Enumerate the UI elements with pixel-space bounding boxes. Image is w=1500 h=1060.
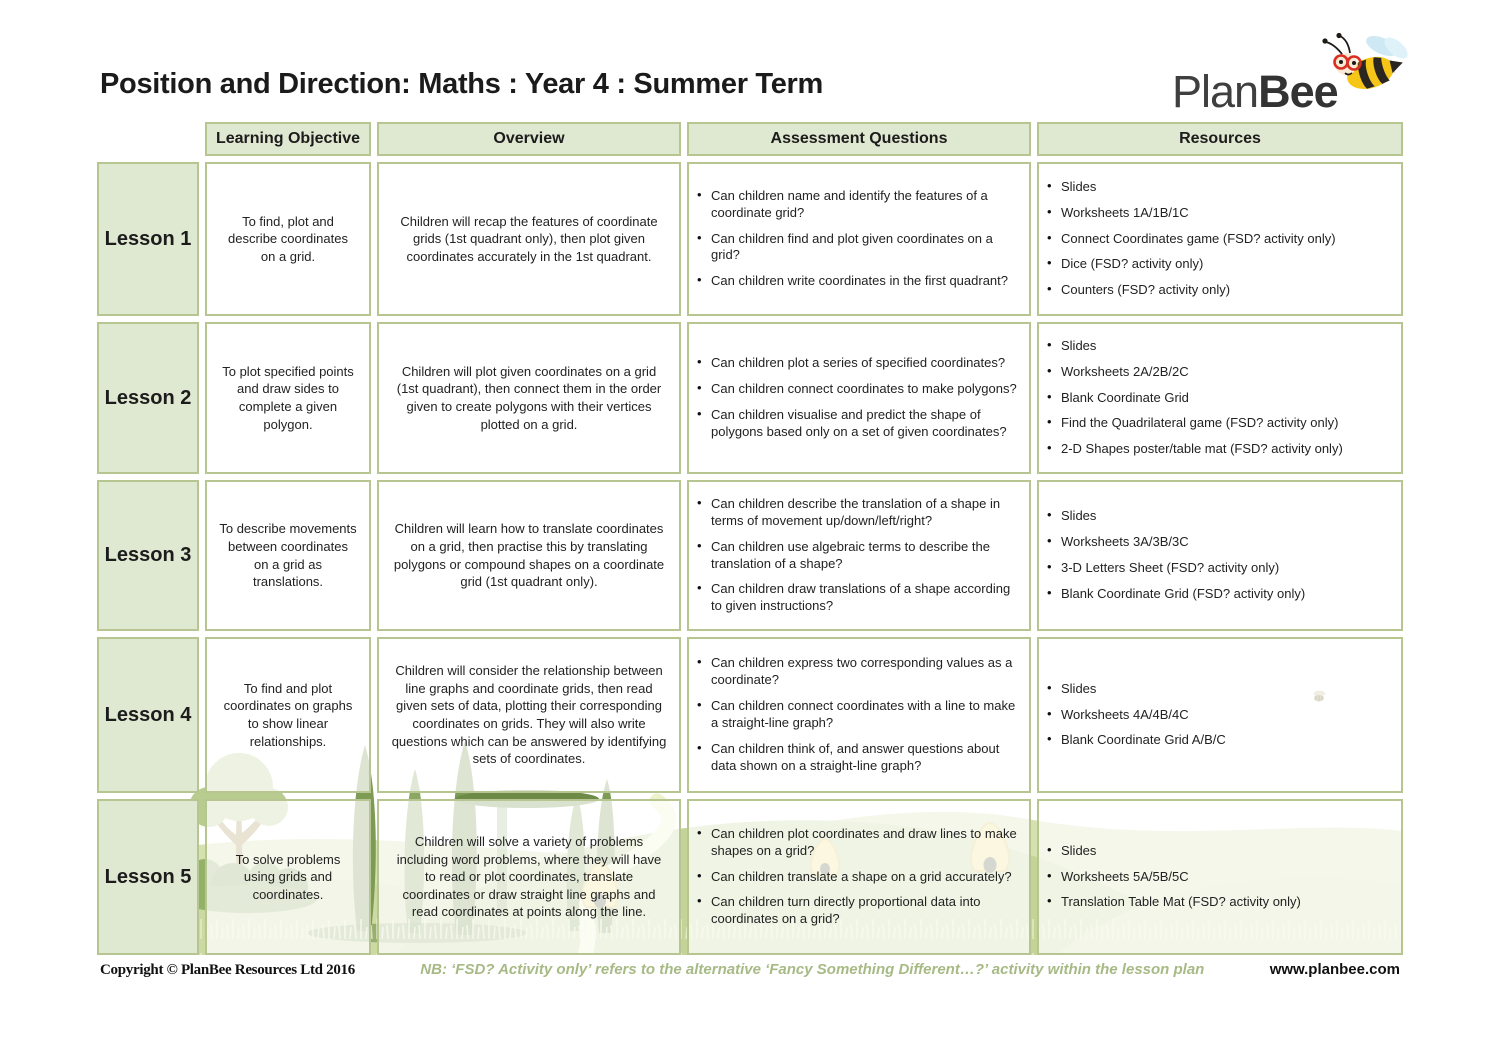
copyright-text: Copyright © PlanBee Resources Ltd 2016 bbox=[100, 962, 355, 978]
assessment-question: • Can children think of, and answer questions about data shown on a straight-line graph? bbox=[697, 741, 1019, 775]
lesson-3-objective: To describe movements between coordinates on a grid as translations. bbox=[205, 480, 371, 631]
lesson-5-overview: Children will solve a variety of problems including word problems, where they will have to read or plot coordinates, translate coordinates or draw straight line graphs and read coordinates at points along the line. bbox=[377, 799, 681, 955]
resource-item: • Slides bbox=[1047, 508, 1305, 525]
column-header-learning-objective: Learning Objective bbox=[205, 122, 371, 156]
assessment-question: • Can children connect coordinates with a line to make a straight-line graph? bbox=[697, 698, 1019, 732]
resource-item: • Worksheets 3A/3B/3C bbox=[1047, 534, 1305, 551]
resource-item: • Blank Coordinate Grid bbox=[1047, 390, 1343, 407]
assessment-question: • Can children turn directly proportional data into coordinates on a grid? bbox=[697, 894, 1019, 928]
lesson-1-overview: Children will recap the features of coordinate grids (1st quadrant only), then plot given coordinates accurately in the 1st quadrant. bbox=[377, 162, 681, 316]
lesson-4-label: Lesson 4 bbox=[97, 637, 199, 793]
resource-item: • Worksheets 1A/1B/1C bbox=[1047, 205, 1336, 222]
resource-item: • Worksheets 4A/4B/4C bbox=[1047, 707, 1226, 724]
corner-spacer bbox=[97, 122, 199, 156]
assessment-question: • Can children describe the translation of a shape in terms of movement up/down/left/right? bbox=[697, 496, 1019, 530]
lesson-1-resources bbox=[1037, 162, 1403, 316]
assessment-question: • Can children translate a shape on a grid accurately? bbox=[697, 869, 1019, 886]
lesson-4-assessment bbox=[687, 637, 1031, 793]
resource-item: • Translation Table Mat (FSD? activity only) bbox=[1047, 894, 1301, 911]
lesson-4-overview: Children will consider the relationship between line graphs and coordinate grids, then read given sets of data, plotting their corresponding coordinates on grids. They will also write questions which can be answered by identifying sets of coordinates. bbox=[377, 637, 681, 793]
resource-item: • Worksheets 2A/2B/2C bbox=[1047, 364, 1343, 381]
lesson-1-objective: To find, plot and describe coordinates on a grid. bbox=[205, 162, 371, 316]
resource-item: • Worksheets 5A/5B/5C bbox=[1047, 869, 1301, 886]
lesson-2-resources bbox=[1037, 322, 1403, 474]
lesson-2-label: Lesson 2 bbox=[97, 322, 199, 474]
lesson-1-label: Lesson 1 bbox=[97, 162, 199, 316]
column-header-overview: Overview bbox=[377, 122, 681, 156]
lesson-2-objective: To plot specified points and draw sides to complete a given polygon. bbox=[205, 322, 371, 474]
assessment-question: • Can children write coordinates in the first quadrant? bbox=[697, 273, 1019, 290]
resource-item: • Slides bbox=[1047, 338, 1343, 355]
lesson-5-resources bbox=[1037, 799, 1403, 955]
resource-item: • 3-D Letters Sheet (FSD? activity only) bbox=[1047, 560, 1305, 577]
website-url: www.planbee.com bbox=[1269, 961, 1400, 978]
resource-item: • Slides bbox=[1047, 843, 1301, 860]
lesson-plan-table bbox=[97, 122, 1403, 955]
assessment-question: • Can children name and identify the features of a coordinate grid? bbox=[697, 188, 1019, 222]
lesson-3-label: Lesson 3 bbox=[97, 480, 199, 631]
lesson-3-assessment bbox=[687, 480, 1031, 631]
planbee-logo bbox=[1172, 34, 1404, 118]
resource-item: • Blank Coordinate Grid A/B/C bbox=[1047, 732, 1226, 749]
lesson-2-assessment bbox=[687, 322, 1031, 474]
column-header-resources: Resources bbox=[1037, 122, 1403, 156]
resource-item: • Slides bbox=[1047, 681, 1226, 698]
resource-item: • 2-D Shapes poster/table mat (FSD? activity only) bbox=[1047, 441, 1343, 458]
lesson-4-resources bbox=[1037, 637, 1403, 793]
fsd-note-text: NB: ‘FSD? Activity only’ refers to the alternative ‘Fancy Something Different…?’ activity within the lesson plan bbox=[420, 961, 1205, 978]
assessment-question: • Can children connect coordinates to make polygons? bbox=[697, 381, 1019, 398]
lesson-3-overview: Children will learn how to translate coordinates on a grid, then practise this by translating polygons or compound shapes on a coordinate grid (1st quadrant only). bbox=[377, 480, 681, 631]
resource-item: • Counters (FSD? activity only) bbox=[1047, 282, 1336, 299]
lesson-5-label: Lesson 5 bbox=[97, 799, 199, 955]
lesson-3-resources bbox=[1037, 480, 1403, 631]
lesson-2-overview: Children will plot given coordinates on a grid (1st quadrant), then connect them in the order given to create polygons with their vertices plotted on a grid. bbox=[377, 322, 681, 474]
bee-mascot-icon bbox=[1312, 32, 1408, 94]
lesson-grid bbox=[97, 122, 1403, 955]
resource-item: • Blank Coordinate Grid (FSD? activity only) bbox=[1047, 586, 1305, 603]
lesson-4-objective: To find and plot coordinates on graphs to show linear relationships. bbox=[205, 637, 371, 793]
assessment-question: • Can children draw translations of a shape according to given instructions? bbox=[697, 581, 1019, 615]
lesson-5-assessment bbox=[687, 799, 1031, 955]
logo-bee-text: Bee bbox=[1258, 66, 1338, 117]
logo-plan-text: Plan bbox=[1172, 66, 1259, 117]
lesson-5-objective: To solve problems using grids and coordinates. bbox=[205, 799, 371, 955]
page-title: Position and Direction: Maths : Year 4 : Summer Term bbox=[100, 68, 823, 100]
assessment-question: • Can children visualise and predict the shape of polygons based only on a set of given coordinates? bbox=[697, 407, 1019, 441]
resource-item: • Slides bbox=[1047, 179, 1336, 196]
resource-item: • Dice (FSD? activity only) bbox=[1047, 256, 1336, 273]
assessment-question: • Can children find and plot given coordinates on a grid? bbox=[697, 231, 1019, 265]
column-header-assessment-questions: Assessment Questions bbox=[687, 122, 1031, 156]
resource-item: • Connect Coordinates game (FSD? activity only) bbox=[1047, 231, 1336, 248]
resource-item: • Find the Quadrilateral game (FSD? activity only) bbox=[1047, 415, 1343, 432]
small-bee-doodle-icon bbox=[1311, 689, 1327, 703]
page-footer bbox=[100, 961, 1400, 979]
lesson-1-assessment bbox=[687, 162, 1031, 316]
assessment-question: • Can children plot coordinates and draw lines to make shapes on a grid? bbox=[697, 826, 1019, 860]
assessment-question: • Can children express two corresponding values as a coordinate? bbox=[697, 655, 1019, 689]
assessment-question: • Can children use algebraic terms to describe the translation of a shape? bbox=[697, 539, 1019, 573]
assessment-question: • Can children plot a series of specified coordinates? bbox=[697, 355, 1019, 372]
